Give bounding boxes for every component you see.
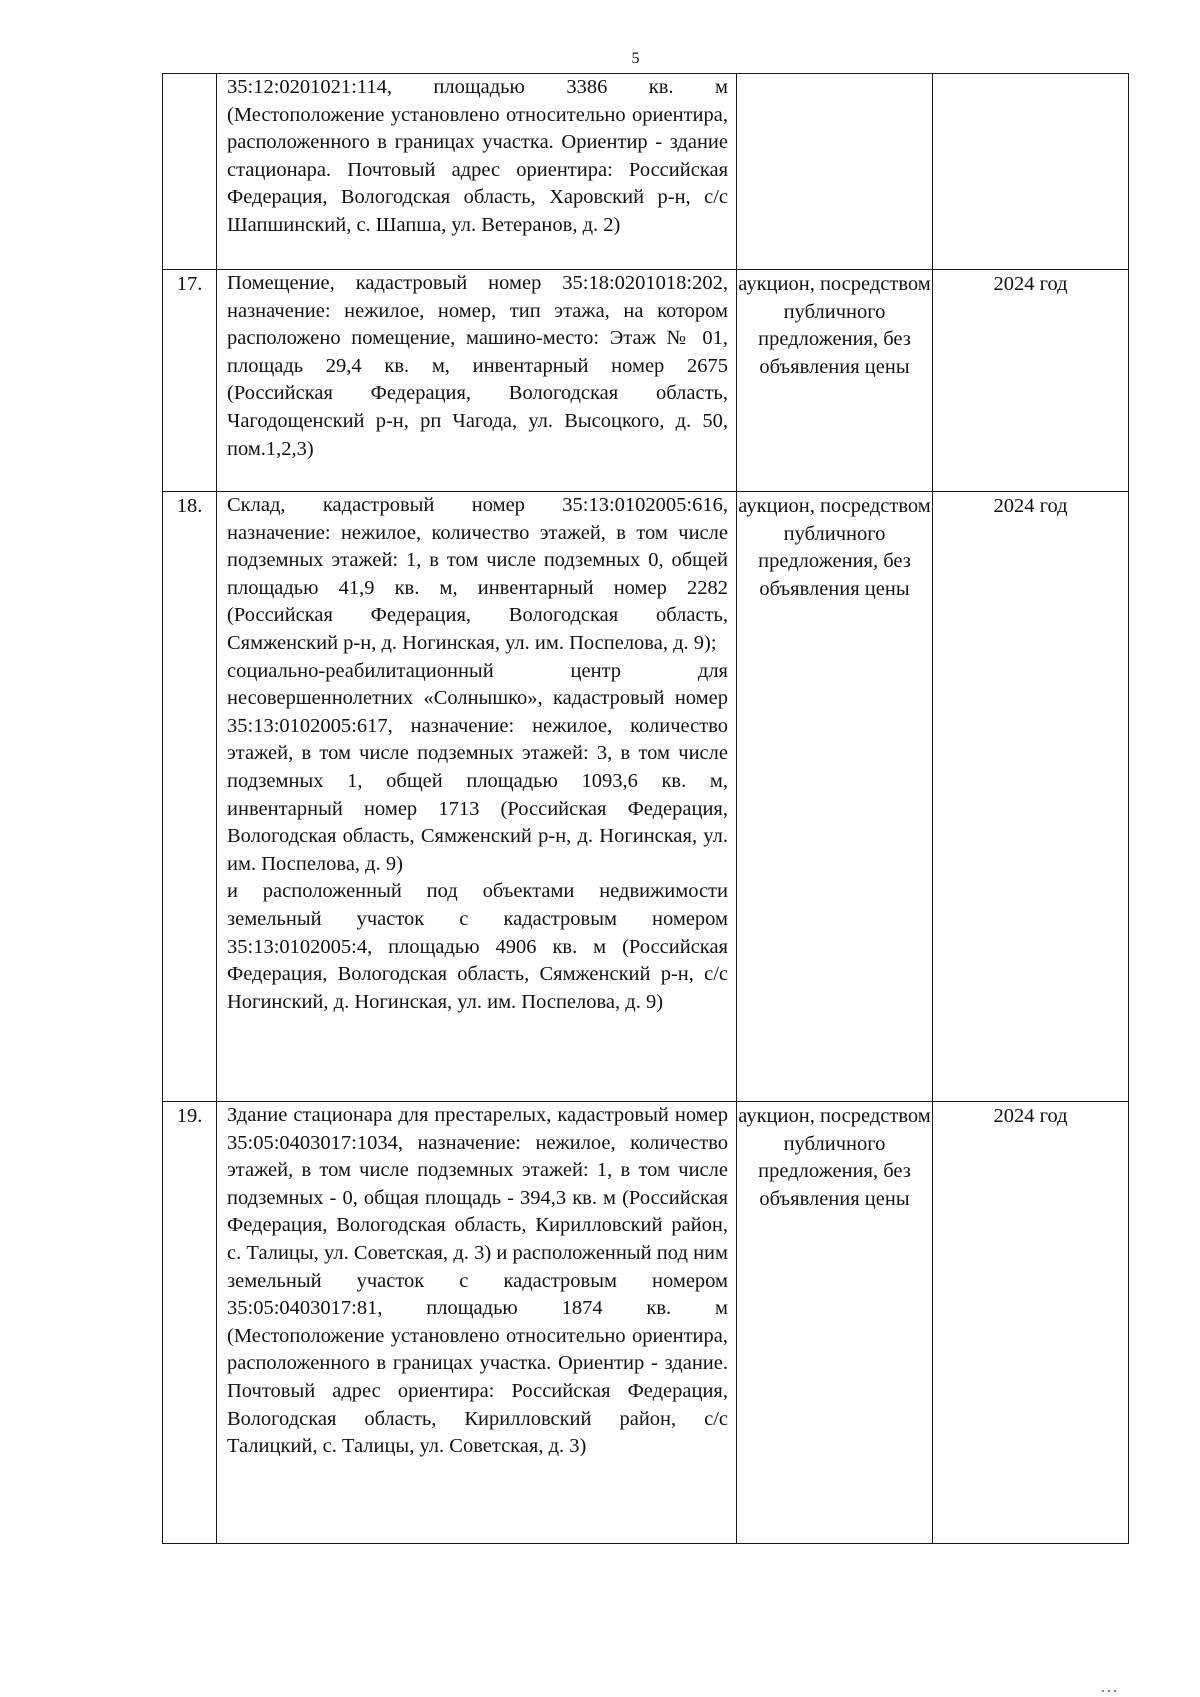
row-year [933, 74, 1129, 270]
property-table-body [163, 74, 1129, 1544]
row-year: 2024 год [933, 492, 1129, 1102]
row-year: 2024 год [933, 270, 1129, 492]
row-description [217, 1102, 737, 1544]
description-paragraph: социально-реабилитационный центр для несовершеннолетних «Солнышко», кадастровый номер 35:13:0102005:617, назначение: нежилое, количество этажей, в том числе подземных этажей: 3, в том числе подземных 1, общей площадью 1093,6 кв. м, инвентарный номер 1713 (Российская Федерация, Вологодская область, Сямженский р-н, д. Ногинская, ул. им. Поспелова, д. 9) [227, 659, 728, 875]
scan-artifact [1108, 1690, 1110, 1692]
table-row [163, 1102, 1129, 1544]
row-number: 19. [163, 1102, 217, 1544]
description-paragraph: Помещение, кадастровый номер 35:18:0201018:202, назначение: нежилое, номер, тип этажа, на котором расположено помещение, машино-место: Этаж № 01, площадь 29,4 кв. м, инвентарный номер 2675 (Российская Федерация, Вологодская область, Чагодощенский р-н, рп Чагода, ул. Высоцкого, д. 50, пом.1,2,3) [227, 272, 728, 460]
row-description [217, 492, 737, 1102]
scan-artifact [1114, 1690, 1116, 1692]
row-sale-method [737, 74, 933, 270]
row-year: 2024 год [933, 1102, 1129, 1544]
row-description [217, 74, 737, 270]
table-row [163, 492, 1129, 1102]
row-description [217, 270, 737, 492]
property-table [162, 73, 1129, 1544]
row-number: 17. [163, 270, 217, 492]
row-sale-method: аукцион, посредством публичного предложения, без объявления цены [737, 1102, 933, 1544]
description-paragraph: Здание стационара для престарелых, кадастровый номер 35:05:0403017:1034, назначение: нежилое, количество этажей, в том числе подземных этажей: 1, в том числе подземных - 0, общая площадь - 394,3 кв. м (Российская Федерация, Вологодская область, Кирилловский район, с. Талицы, ул. Советская, д. 3) и расположенный под ним земельный участок с кадастровым номером 35:05:0403017:81, площадью 1874 кв. м (Местоположение установлено относительно ориентира, расположенного в границах участка. Ориентир - здание. Почтовый адрес ориентира: Российская Федерация, Вологодская область, Кирилловский район, с/с Талицкий, с. Талицы, ул. Советская, д. 3) [227, 1104, 728, 1458]
description-paragraph: Склад, кадастровый номер 35:13:0102005:616, назначение: нежилое, количество этажей, в том числе подземных этажей: 1, в том числе подземных 0, общей площадью 41,9 кв. м, инвентарный номер 2282 (Российская Федерация, Вологодская область, Сямженский р-н, д. Ногинская, ул. им. Поспелова, д. 9); [227, 494, 728, 654]
row-sale-method: аукцион, посредством публичного предложения, без объявления цены [737, 492, 933, 1102]
row-sale-method: аукцион, посредством публичного предложения, без объявления цены [737, 270, 933, 492]
description-paragraph: и расположенный под объектами недвижимости земельный участок с кадастровым номером 35:13:0102005:4, площадью 4906 кв. м (Российская Федерация, Вологодская область, Сямженский р-н, с/с Ногинский, д. Ногинская, ул. им. Поспелова, д. 9) [227, 880, 728, 1013]
row-number: 18. [163, 492, 217, 1102]
scan-artifact [1102, 1690, 1104, 1692]
table-row [163, 74, 1129, 270]
row-number [163, 74, 217, 270]
page-number: 5 [631, 50, 640, 67]
description-paragraph: 35:12:0201021:114, площадью 3386 кв. м (Местоположение установлено относительно ориентира, расположенного в границах участка. Ориентир - здание стационара. Почтовый адрес ориентира: Российская Федерация, Вологодская область, Харовский р-н, с/с Шапшинский, с. Шапша, ул. Ветеранов, д. 2) [227, 76, 728, 236]
table-row [163, 270, 1129, 492]
